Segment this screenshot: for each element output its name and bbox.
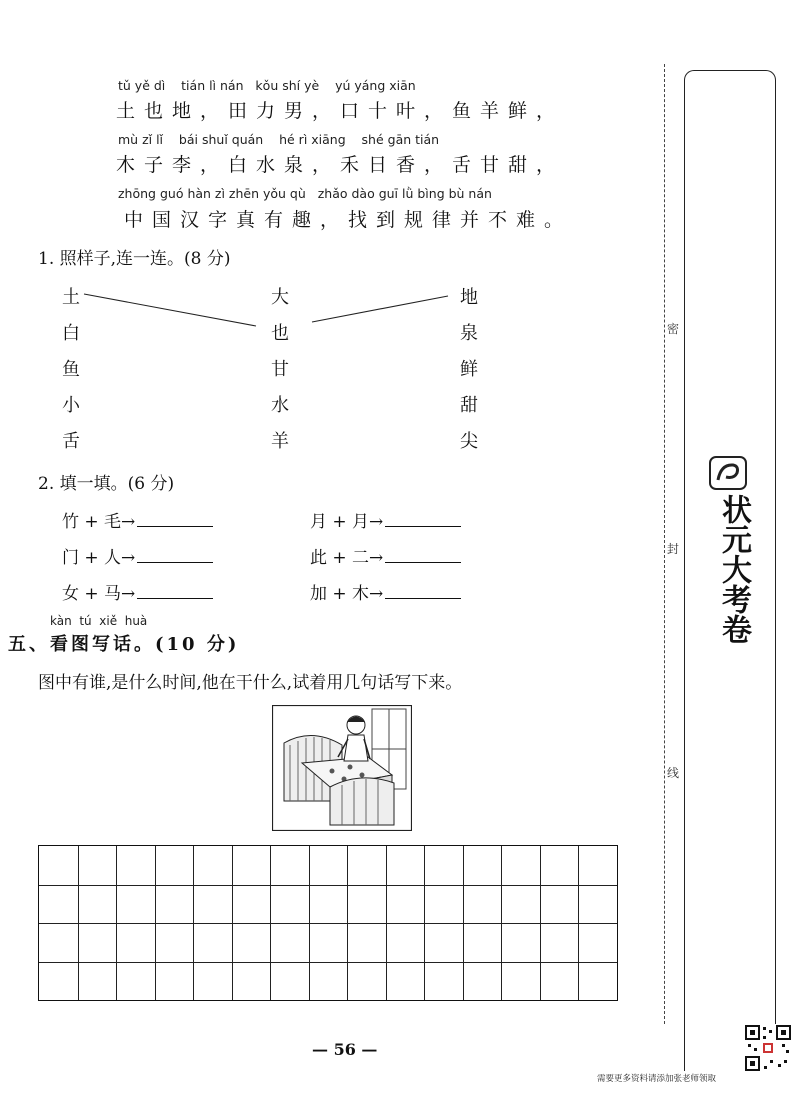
- q2-left-expression: 女 + 马→: [62, 584, 136, 604]
- brand-logo-text: 状元大考卷: [716, 494, 751, 644]
- poem-pinyin-3: zhōng guó hàn zì zhēn yǒu qù zhǎo dào guī lǜ bìng bù nán: [118, 186, 492, 201]
- q2-title: 2. 填一填。(6 分): [38, 474, 175, 494]
- qr-code[interactable]: [744, 1024, 792, 1072]
- boy-making-bed-illustration: [272, 705, 412, 831]
- poem-pinyin-1: tǔ yě dì tián lì nán kǒu shí yè yú yáng xiān: [118, 78, 416, 93]
- q2-left-item: [62, 507, 213, 532]
- q2-right-item: [310, 507, 461, 532]
- poem-line-2: 木子李，白水泉，禾日香，舌甘甜，: [116, 154, 565, 176]
- q2-left-item: [62, 579, 213, 604]
- q2-right-expression: 月 + 月→: [310, 512, 384, 532]
- poem-line-3: 中国汉字真有趣，找到规律并不难。: [124, 209, 573, 231]
- answer-blank[interactable]: [137, 548, 213, 563]
- q1-col1-item: 白: [62, 323, 80, 344]
- footer-note: 需要更多资料请添加张老师领取: [597, 1074, 717, 1084]
- q2-right-expression: 此 + 二→: [310, 548, 384, 568]
- q1-col1-item: 舌: [62, 431, 80, 452]
- answer-blank[interactable]: [137, 512, 213, 527]
- q1-col2-item: 大: [271, 287, 289, 308]
- q1-col1-item: 小: [62, 395, 80, 416]
- seal-word-mi: 密: [667, 322, 680, 336]
- section5-pinyin: kàn tú xiě huà: [50, 614, 148, 628]
- q2-right-item: [310, 579, 461, 604]
- section5-title: 五、看图写话。(10 分): [8, 634, 240, 655]
- q1-col2-item: 也: [271, 323, 289, 344]
- writing-grid[interactable]: [38, 845, 618, 1001]
- binding-dashed-line: [664, 64, 665, 1024]
- section5-instruction: 图中有谁,是什么时间,他在干什么,试着用几句话写下来。: [38, 673, 463, 693]
- q1-col3-item: 鲜: [460, 359, 478, 380]
- q2-left-expression: 竹 + 毛→: [62, 512, 136, 532]
- q2-left-expression: 门 + 人→: [62, 548, 136, 568]
- seal-word-xian: 线: [667, 766, 680, 780]
- poem-line-1: 土也地，田力男，口十叶，鱼羊鲜，: [116, 100, 565, 122]
- grid-row-line: [39, 885, 617, 886]
- q1-col3-item: 地: [460, 287, 478, 308]
- answer-blank[interactable]: [385, 548, 461, 563]
- answer-blank[interactable]: [385, 584, 461, 599]
- q1-col2-item: 水: [271, 395, 289, 416]
- grid-row-line: [39, 962, 617, 963]
- q1-col1-item: 土: [62, 287, 80, 308]
- q1-title: 1. 照样子,连一连。(8 分): [38, 249, 231, 269]
- q2-right-item: [310, 543, 461, 568]
- page-number: — 56 —: [312, 1040, 378, 1059]
- q2-left-item: [62, 543, 213, 568]
- q1-col1-item: 鱼: [62, 359, 80, 380]
- answer-blank[interactable]: [385, 512, 461, 527]
- q1-col3-item: 甜: [460, 395, 478, 416]
- example-connecting-lines: [0, 0, 800, 480]
- q1-col2-item: 羊: [271, 431, 289, 452]
- q2-right-expression: 加 + 木→: [310, 584, 384, 604]
- q1-col3-item: 泉: [460, 323, 478, 344]
- q1-col2-item: 甘: [271, 359, 289, 380]
- q1-col3-item: 尖: [460, 431, 478, 452]
- answer-blank[interactable]: [137, 584, 213, 599]
- seal-word-feng: 封: [667, 542, 680, 556]
- grid-row-line: [39, 923, 617, 924]
- publisher-logo-icon: [709, 456, 747, 490]
- poem-pinyin-2: mù zǐ lǐ bái shuǐ quán hé rì xiāng shé gān tián: [118, 132, 440, 147]
